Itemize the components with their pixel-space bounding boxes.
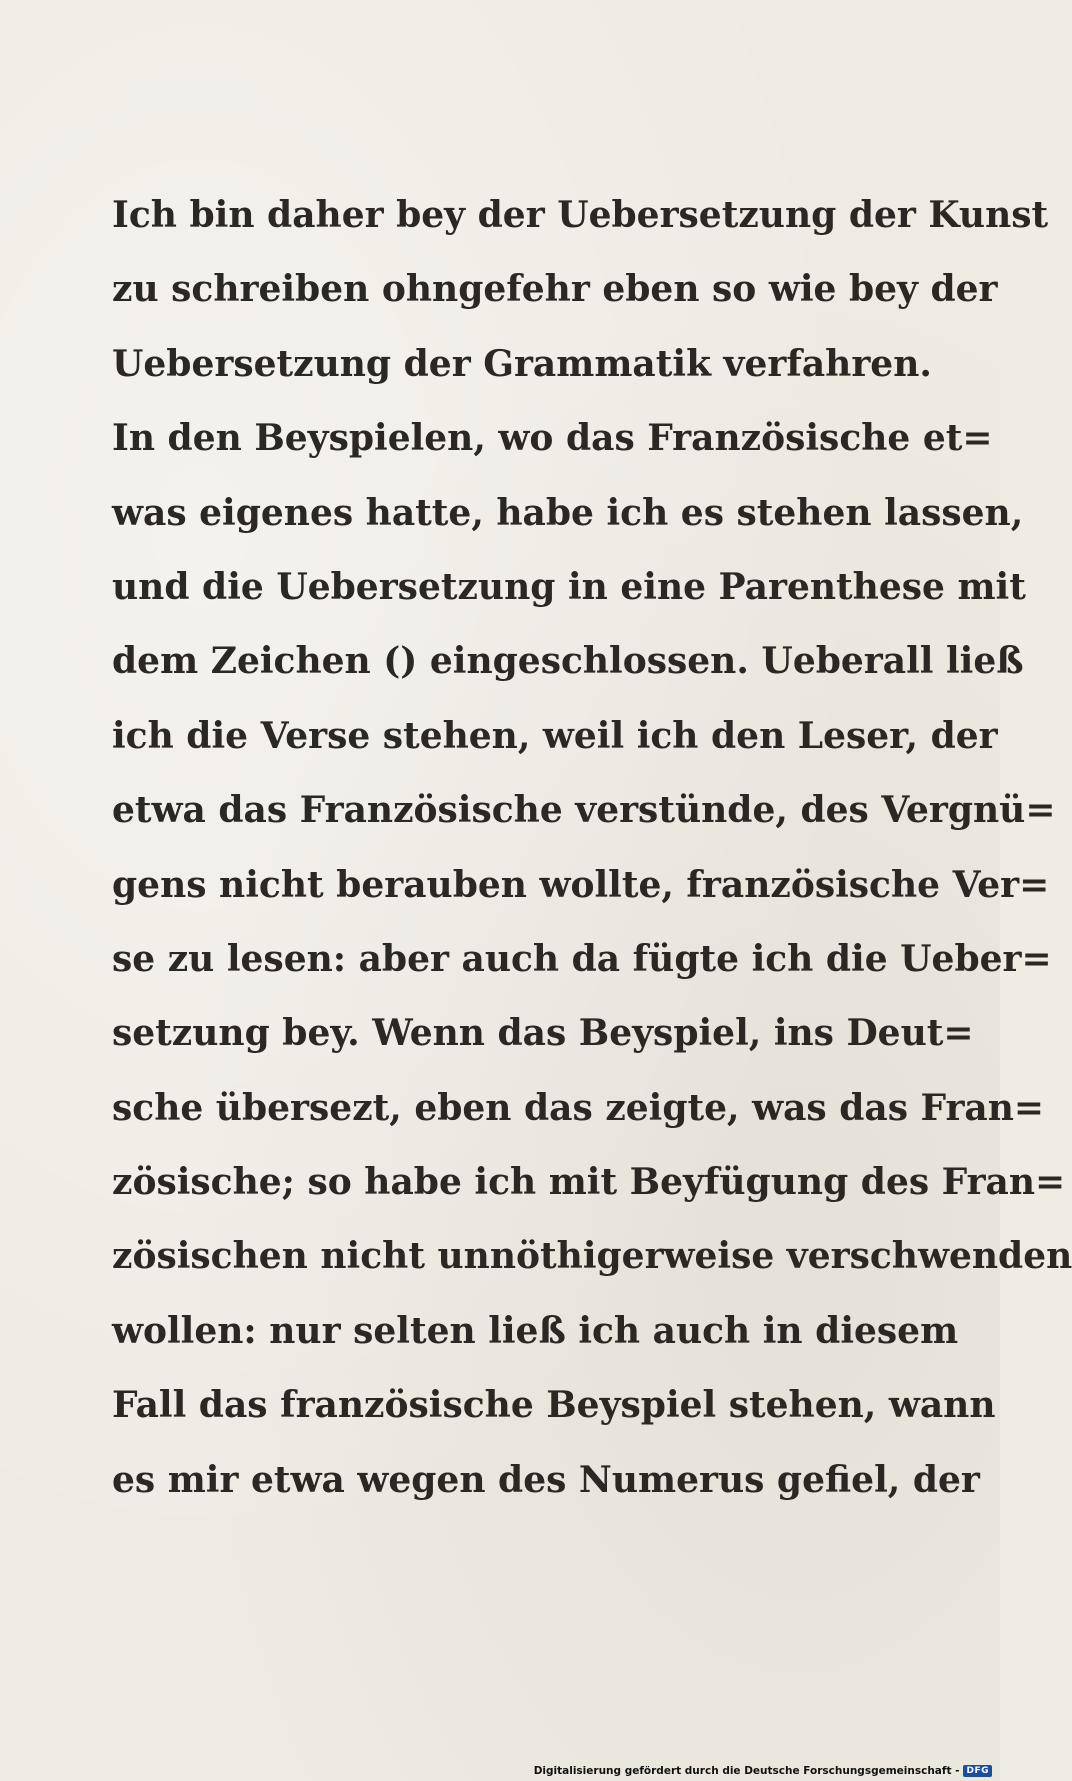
dfg-logo-icon: DFG [963,1765,992,1777]
text-line: und die Uebersetzung in eine Parenthese mit [112,565,1026,608]
text-line: was eigenes hatte, habe ich es stehen lassen, [112,491,1024,534]
text-line: In den Beyspielen, wo das Französische et= [112,417,993,460]
text-line: etwa das Französische verstünde, des Vergnü= [112,789,1056,832]
text-line: wollen: nur selten ließ ich auch in diesem [112,1309,959,1352]
footer-text: Digitalisierung gefördert durch die Deutsche Forschungsgemeinschaft - [533,1765,960,1777]
text-line: gens nicht berauben wollte, französische Ver= [112,863,1050,906]
text-line: ich die Verse stehen, weil ich den Leser, der [112,714,998,757]
funding-footer [534,1765,992,1777]
text-line: zösische; so habe ich mit Beyfügung des Fran= [112,1161,1066,1204]
text-line: se zu lesen: aber auch da fügte ich die Ueber= [112,937,1052,980]
text-line: setzung bey. Wenn das Beyspiel, ins Deut= [112,1012,974,1055]
text-line: Ich bin daher bey der Uebersetzung der Kunst [112,194,1049,236]
text-line: es mir etwa wegen des Numerus gefiel, der [112,1458,980,1501]
text-line: dem Zeichen () eingeschlossen. Ueberall ließ [112,640,1024,683]
body-text [112,178,1072,1517]
text-line: Fall das französische Beyspiel stehen, wann [112,1384,996,1427]
text-line: zösischen nicht unnöthigerweise verschwenden [112,1235,1072,1278]
text-line: Uebersetzung der Grammatik verfahren. [112,342,932,385]
text-line: sche übersezt, eben das zeigte, was das Fran= [112,1086,1045,1129]
text-line: zu schreiben ohngefehr eben so wie bey der [112,268,998,311]
